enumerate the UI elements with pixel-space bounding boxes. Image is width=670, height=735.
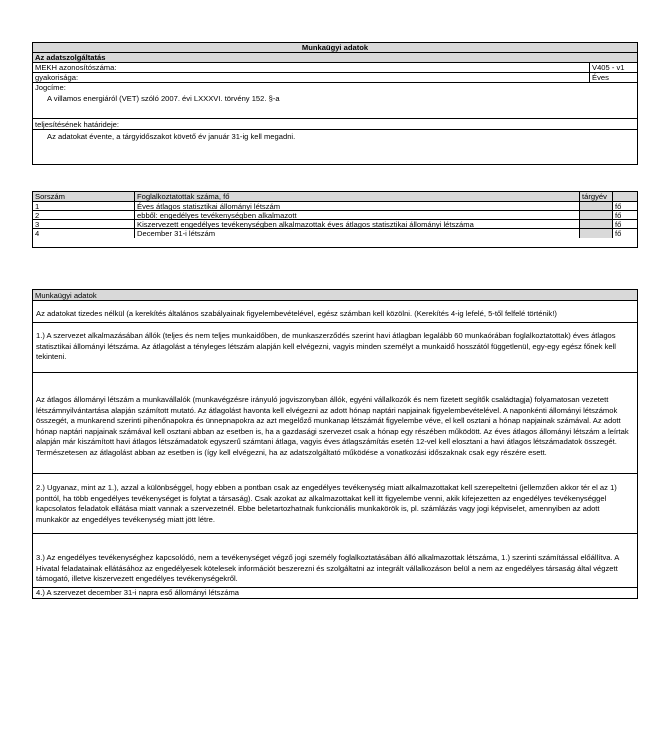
frequency-value: Éves — [589, 73, 609, 83]
note-1b: Az átlagos állományi létszám a munkavállalók (munkavégzésre irányuló jogviszonyban állók, egyéni vállalkozók és nem fizetett segítők családtagja) folyamatosan vezetett létszámnyilvántartása alapján számított mutató. Az átlagolást havonta kell elvégezni az adott hónap naptári napjainak figyelembevételével. A naponkénti állományi létszámok összegét, a munkarend szerinti pihenőnapokra és ünnepnapokra az azt megelőző munkanap létszámát figyelembe véve, el kell osztani a hónap napjainak számával. Az adott hónap naptári napjainak számával kell osztani abban az esetben is, ha a gazdasági szervezet csak a hónap egy részében működött. Az éves átlagos állományi létszám a leírtak alapján már kiszámított havi átlagos létszámadatok egyszerű számtani átlaga, vagyis éves átlagszámítás esetén 12-vel kell elosztani a havi átlagos létszámadatok összegét. Természetesen az átlagolást abban az esetben is (így kell elvégezni, ha az adatszolgáltató működése a vonatkozási időszaknak csak egy részére esett. — [36, 395, 629, 457]
form-title: Munkaügyi adatok — [301, 43, 369, 52]
deadline-label: teljesítésének határideje: — [35, 120, 120, 129]
table-row — [33, 229, 637, 238]
section-row — [33, 53, 637, 63]
notes-intro-row — [33, 301, 637, 323]
deadline-label-row — [33, 119, 637, 129]
notes-title-row — [33, 290, 637, 301]
frequency-row — [33, 73, 637, 83]
legal-basis-label: Jogcíme: — [35, 83, 66, 92]
row-no: 4 — [33, 229, 135, 238]
note-1b-row — [33, 373, 637, 474]
row-desc: ebből: engedélyes tevékenységben alkalmazott — [135, 211, 580, 219]
row-year-input[interactable] — [580, 202, 613, 210]
row-no: 1 — [33, 202, 135, 210]
row-unit: fő — [615, 229, 622, 238]
deadline-label-divider — [33, 129, 637, 130]
header-block — [32, 42, 638, 165]
legal-basis-value-row — [33, 93, 637, 105]
frequency-label: gyakorisága: — [35, 73, 79, 82]
note-4: 4.) A szervezet december 31-i napra eső állományi létszáma — [36, 588, 240, 597]
col-header-desc: Foglalkoztatottak száma, fő — [135, 192, 580, 201]
notes-title: Munkaügyi adatok — [35, 291, 97, 300]
row-unit: fő — [615, 202, 622, 210]
table-header-row — [33, 192, 637, 202]
deadline-value: Az adatokat évente, a tárgyidőszakot követő év január 31-ig kell megadni. — [47, 132, 296, 141]
headcount-table — [32, 191, 638, 248]
notes-intro: Az adatokat tizedes nélkül (a kerekítés általános szabályainak figyelembevételével, egész számban kell közölni. (Kerekítés 4-ig lefelé, 5-től felfelé történik!) — [36, 309, 557, 318]
row-year-input[interactable] — [580, 229, 613, 238]
row-unit: fő — [615, 220, 622, 228]
note-2: 2.) Ugyanaz, mint az 1.), azzal a különbséggel, hogy ebben a pontban csak az engedélyes tevékenység miatt alkalmazottakat kell szerepeltetni (jellemzően akkor tér el az 1) ponttól, ha több engedélyes tevékenységet is folytat a társaság). Csak azokat az alkalmazottakat kell itt figyelembe venni, akik kifejezetten az engedélyes tevékenységgel kapcsolatos feladatok ellátása miatt vannak a szervezetnél. Ebbe beletartozhatnak funkcionális munkakörök is, pl. számlázás vagy jogi képviselet, amennyiben az adott munkakör az engedélyes tevékenység miatt jött létre. — [36, 483, 617, 524]
col-header-unit — [613, 192, 637, 201]
row-year-input[interactable] — [580, 220, 613, 228]
note-3-row — [33, 534, 637, 588]
legal-basis-label-row — [33, 83, 637, 93]
table-row — [33, 211, 637, 220]
note-2-row — [33, 474, 637, 534]
legal-basis-spacer — [33, 105, 637, 119]
row-no: 3 — [33, 220, 135, 228]
section-title: Az adatszolgáltatás — [35, 53, 106, 62]
table-row — [33, 220, 637, 229]
col-header-year: tárgyév — [580, 192, 613, 201]
mekh-row — [33, 63, 637, 73]
row-year-input[interactable] — [580, 211, 613, 219]
form-title-row — [33, 43, 637, 53]
row-no: 2 — [33, 211, 135, 219]
row-unit: fő — [615, 211, 622, 219]
notes-block — [32, 289, 638, 599]
note-3: 3.) Az engedélyes tevékenységhez kapcsolódó, nem a tevékenységet végző jogi személy foglalkoztatásában álló alkalmazottak létszáma, 1.) szerinti számítással előállítva. A Hivatal feladatainak ellátásához az engedélyesek kötelesek információt beszerezni és szolgáltatni az integrált vállalkozáson belül a nem az engedélyes társaság által végzett támogató, illetve kiszervezett engedélyes tevékenységekről. — [36, 553, 619, 584]
row-desc: Kiszervezett engedélyes tevékenységben alkalmazottak éves átlagos statisztikai állományi létszáma — [135, 220, 580, 228]
legal-basis-value: A villamos energiáról (VET) szóló 2007. évi LXXXVI. törvény 152. §-a — [47, 94, 280, 103]
row-desc: Éves átlagos statisztikai állományi létszám — [135, 202, 580, 210]
note-4-row — [33, 588, 637, 599]
note-1-row — [33, 323, 637, 373]
mekh-value: V405 - v1 — [589, 63, 625, 73]
table-row — [33, 202, 637, 211]
col-header-no: Sorszám — [33, 192, 135, 201]
mekh-label: MEKH azonosítószáma: — [35, 63, 117, 72]
row-desc: December 31-i létszám — [135, 229, 580, 238]
deadline-value-row — [33, 131, 637, 143]
note-1: 1.) A szervezet alkalmazásában állók (teljes és nem teljes munkaidőben, de munkaszerződés szerint havi átlagban legalább 60 munkaórában foglalkoztatottak) éves átlagos statisztikai állományi létszáma. Az átlagolást a tényleges létszám alapján kell elvégezni, vagyis minden személyt a munkaidő hosszától függetlenül, egy-egy egész főnek kell tekinteni. — [36, 331, 616, 362]
